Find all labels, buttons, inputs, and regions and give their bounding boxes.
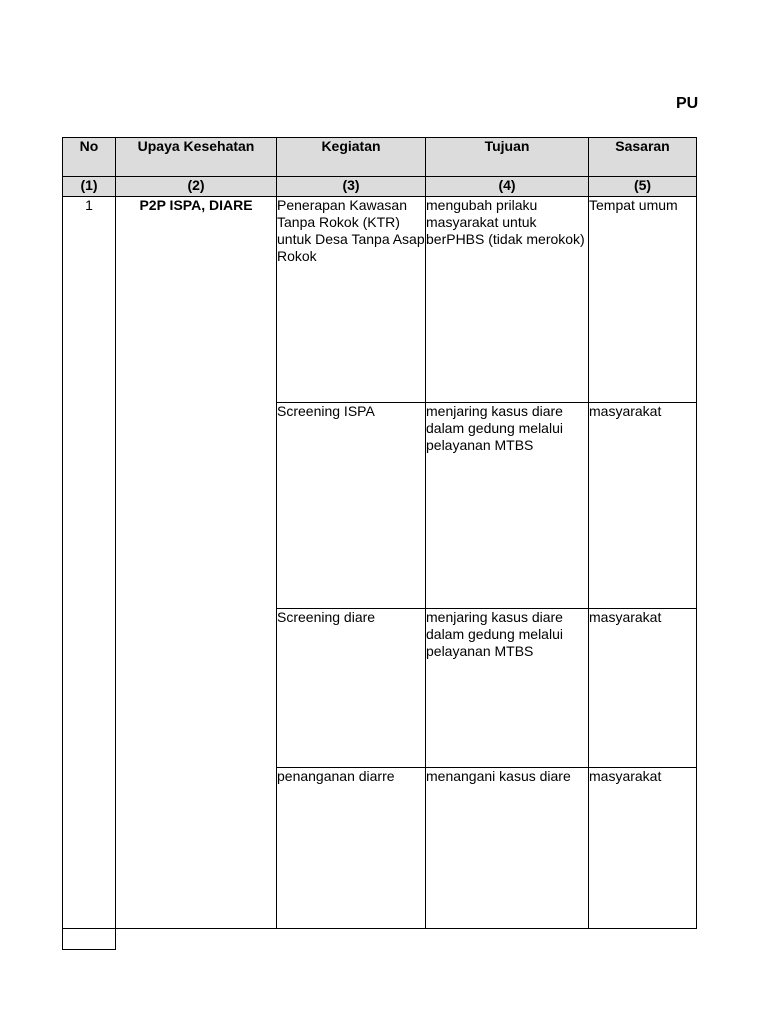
kegiatan-cell: Screening ISPA [277,403,426,609]
column-number: (1) [63,177,116,197]
column-number: (2) [116,177,277,197]
column-number-row [63,177,697,197]
upaya-kesehatan-cell: P2P ISPA, DIARE [116,197,277,929]
table-row [63,197,697,403]
header-sasaran: Sasaran [589,138,697,177]
header-tujuan: Tujuan [426,138,589,177]
header-upaya-kesehatan: Upaya Kesehatan [116,138,277,177]
page-title: PU [676,95,699,112]
tujuan-cell: menangani kasus diare [426,768,589,929]
sasaran-cell: masyarakat [589,609,697,768]
kegiatan-cell: Screening diare [277,609,426,768]
row-number: 1 [63,197,116,929]
column-number: (4) [426,177,589,197]
program-table [62,137,697,929]
no-column-extension [62,929,116,950]
column-number: (5) [589,177,697,197]
tujuan-cell: menjaring kasus diare dalam gedung melalui pelayanan MTBS [426,609,589,768]
sasaran-cell: masyarakat [589,768,697,929]
header-no: No [63,138,116,177]
kegiatan-cell: Penerapan Kawasan Tanpa Rokok (KTR) untuk Desa Tanpa Asap Rokok [277,197,426,403]
header-kegiatan: Kegiatan [277,138,426,177]
kegiatan-cell: penanganan diarre [277,768,426,929]
sasaran-cell: Tempat umum [589,197,697,403]
column-number: (3) [277,177,426,197]
header-row [63,138,697,177]
tujuan-cell: mengubah prilaku masyarakat untuk berPHBS (tidak merokok) [426,197,589,403]
sasaran-cell: masyarakat [589,403,697,609]
tujuan-cell: menjaring kasus diare dalam gedung melalui pelayanan MTBS [426,403,589,609]
